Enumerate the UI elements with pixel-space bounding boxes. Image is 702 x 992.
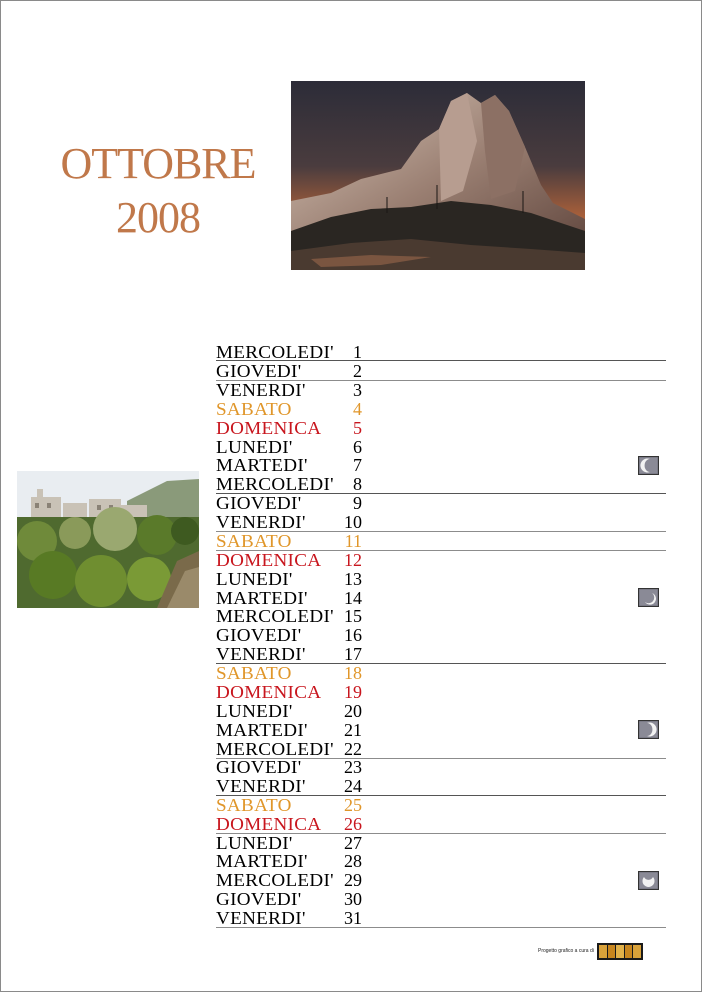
day-number: 13 — [344, 569, 362, 589]
day-name: LUNEDI' — [216, 701, 293, 721]
day-name: MARTEDI' — [216, 720, 308, 740]
day-name: SABATO — [216, 399, 292, 419]
credit-text: Progetto grafico a cura di — [538, 948, 594, 954]
day-name: VENERDI' — [216, 512, 306, 532]
day-number: 31 — [344, 908, 362, 928]
day-name: LUNEDI' — [216, 833, 293, 853]
day-name: MARTEDI' — [216, 455, 308, 475]
first-quarter-moon-icon — [638, 456, 659, 475]
design-credit — [538, 942, 643, 960]
month-title: OTTOBRE — [60, 139, 256, 188]
day-name: MERCOLEDI' — [216, 342, 334, 362]
day-number: 30 — [344, 889, 362, 909]
day-name: DOMENICA — [216, 550, 322, 570]
day-number: 23 — [344, 757, 362, 777]
day-number: 1 — [353, 342, 362, 362]
day-number: 14 — [344, 588, 362, 608]
day-number: 29 — [344, 870, 362, 890]
day-number: 18 — [344, 663, 362, 683]
day-number: 16 — [344, 625, 362, 645]
full-moon-icon — [638, 588, 659, 607]
day-number: 8 — [353, 474, 362, 494]
day-name: VENERDI' — [216, 776, 306, 796]
day-name: MERCOLEDI' — [216, 606, 334, 626]
day-number: 15 — [344, 606, 362, 626]
day-number: 7 — [353, 455, 362, 475]
day-name: LUNEDI' — [216, 437, 293, 457]
day-name: MERCOLEDI' — [216, 739, 334, 759]
day-name: GIOVEDI' — [216, 625, 302, 645]
day-name: SABATO — [216, 531, 292, 551]
year-title: 2008 — [116, 193, 200, 242]
day-number: 25 — [344, 795, 362, 815]
day-number: 21 — [344, 720, 362, 740]
day-name: SABATO — [216, 663, 292, 683]
day-number: 11 — [344, 531, 362, 551]
day-name: VENERDI' — [216, 908, 306, 928]
day-name: GIOVEDI' — [216, 889, 302, 909]
day-number: 28 — [344, 851, 362, 871]
day-number: 9 — [353, 493, 362, 513]
day-name: MERCOLEDI' — [216, 474, 334, 494]
designer-logo — [597, 943, 643, 960]
day-number: 6 — [353, 437, 362, 457]
day-number: 24 — [344, 776, 362, 796]
day-name: LUNEDI' — [216, 569, 293, 589]
day-name: DOMENICA — [216, 682, 322, 702]
day-number: 17 — [344, 644, 362, 664]
day-name: MARTEDI' — [216, 851, 308, 871]
day-number: 27 — [344, 833, 362, 853]
day-name: GIOVEDI' — [216, 493, 302, 513]
day-name: GIOVEDI' — [216, 361, 302, 381]
day-number: 12 — [344, 550, 362, 570]
day-number: 19 — [344, 682, 362, 702]
day-number: 4 — [353, 399, 362, 419]
last-quarter-moon-icon — [638, 720, 659, 739]
day-number: 22 — [344, 739, 362, 759]
day-number: 5 — [353, 418, 362, 438]
day-name: DOMENICA — [216, 814, 322, 834]
day-name: GIOVEDI' — [216, 757, 302, 777]
day-name: VENERDI' — [216, 644, 306, 664]
day-name: MARTEDI' — [216, 588, 308, 608]
day-number: 2 — [353, 361, 362, 381]
day-number: 10 — [344, 512, 362, 532]
day-row — [216, 910, 666, 929]
new-moon-icon — [638, 871, 659, 890]
day-number: 26 — [344, 814, 362, 834]
village-photo — [17, 471, 199, 608]
day-number: 3 — [353, 380, 362, 400]
day-name: SABATO — [216, 795, 292, 815]
day-name: VENERDI' — [216, 380, 306, 400]
day-name: DOMENICA — [216, 418, 322, 438]
day-name: MERCOLEDI' — [216, 870, 334, 890]
cliff-painting — [291, 81, 585, 270]
day-number: 20 — [344, 701, 362, 721]
